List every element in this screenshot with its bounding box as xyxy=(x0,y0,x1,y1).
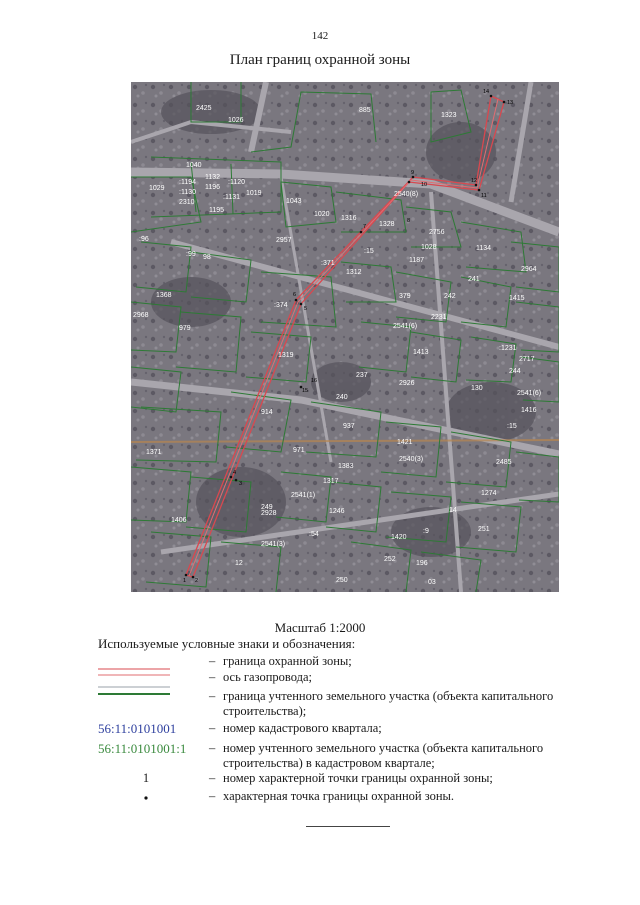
parcel-number-label: :96 xyxy=(139,236,149,243)
boundary-point-number: 9 xyxy=(411,170,415,176)
parcel-number-label: 1274 xyxy=(481,490,497,497)
parcel-number-label: 1040 xyxy=(186,162,202,169)
boundary-point-number: 4 xyxy=(233,470,237,476)
parcel-number-label: 250 xyxy=(336,577,348,584)
legend-desc: номер кадастрового квартала; xyxy=(223,721,382,735)
legend-desc: ось газопровода; xyxy=(223,670,313,684)
parcel-number-label: 1132 xyxy=(205,174,221,181)
parcel-number-label: 130 xyxy=(471,385,483,392)
document-title: План границ охранной зоны xyxy=(229,52,411,68)
parcel-number-label: 2540(8) xyxy=(394,191,419,198)
parcel-number-label: 1413 xyxy=(413,349,429,356)
parcel-number-label: 1312 xyxy=(346,269,362,276)
parcel-number-label: 1371 xyxy=(146,449,162,456)
boundary-point-number: 15 xyxy=(302,388,309,394)
parcel-number-label: 1043 xyxy=(286,198,302,205)
parcel-number-label: 2964 xyxy=(521,266,537,273)
legend-desc: номер характерной точки границы охранной зоны; xyxy=(223,771,493,785)
legend-dash: – xyxy=(209,721,216,735)
parcel-number-label: 1029 xyxy=(149,185,165,192)
parcel-number-label: 2756 xyxy=(429,229,445,236)
parcel-number-label: 1187 xyxy=(409,257,425,264)
parcel-number-label: 1316 xyxy=(341,215,357,222)
legend-dash: – xyxy=(209,654,216,668)
parcel-number-label: 1420 xyxy=(391,534,407,541)
parcel-number-label: 1421 xyxy=(397,439,413,446)
parcel-number-label: 244 xyxy=(509,368,521,375)
aerial-map xyxy=(131,82,559,592)
legend-heading: Используемые условные знаки и обозначения: xyxy=(98,636,356,651)
boundary-point-number: 1 xyxy=(183,578,187,584)
parcel-number-label: 240 xyxy=(336,394,348,401)
parcel-number-label: 2957 xyxy=(276,237,292,244)
parcel-number-label: 971 xyxy=(293,447,305,454)
boundary-point-number: 7 xyxy=(363,224,367,230)
parcel-number-label: 237 xyxy=(356,372,368,379)
boundary-point-number: 16 xyxy=(311,378,318,384)
parcel-number-label: 251 xyxy=(478,526,490,533)
parcel-number-label: 252 xyxy=(384,556,396,563)
parcel-number-label: 914 xyxy=(261,409,273,416)
boundary-point-number: 11 xyxy=(481,193,487,199)
parcel-number-label: 1019 xyxy=(246,190,262,197)
legend-dash: – xyxy=(209,771,216,785)
parcel-number-label: :15 xyxy=(364,248,374,255)
parcel-number-label: :15 xyxy=(507,423,517,430)
parcel-number-label: 1317 xyxy=(323,478,339,485)
parcel-number-label: 1368 xyxy=(156,292,172,299)
parcel-number-label: 937 xyxy=(343,423,355,430)
parcel-number-label: 98 xyxy=(203,254,211,261)
parcel-number-label: 242 xyxy=(444,293,456,300)
parcel-boundary-symbol xyxy=(98,685,202,699)
legend-dash: – xyxy=(209,689,216,703)
boundary-point-number: 12 xyxy=(471,178,478,184)
parcel-number-label: 2717 xyxy=(519,356,535,363)
boundary-point-number: 13 xyxy=(507,100,514,106)
parcel-number-label: :1231 xyxy=(499,345,517,352)
page-number: 142 xyxy=(311,30,329,42)
parcel-number-label: 249 xyxy=(261,504,273,511)
boundary-point-number: 14 xyxy=(483,89,490,95)
parcel-number-label: :1120 xyxy=(228,179,245,186)
footer-rule xyxy=(306,826,390,827)
legend-dash: – xyxy=(209,741,216,755)
parcel-number-label: 2928 xyxy=(261,510,277,517)
boundary-point-number: 6 xyxy=(293,292,297,298)
boundary-point-number: 5 xyxy=(304,306,308,312)
parcel-number-label: :1194 xyxy=(179,179,196,186)
legend-desc: номер учтенного земельного участка (объекта капитального строительства) в кадастровом квартале; xyxy=(223,741,544,770)
parcel-number-label: 1020 xyxy=(314,211,330,218)
parcel-number-label: 2485 xyxy=(496,459,512,466)
parcel-number-label: :9 xyxy=(423,528,429,535)
parcel-number-label: :1131 xyxy=(223,194,240,201)
parcel-number-label: 2231 xyxy=(431,314,447,321)
quarter-code-sample: 56:11:0101001 xyxy=(98,721,177,736)
map-canvas xyxy=(131,82,559,592)
parcel-number-label: 14 xyxy=(449,507,457,514)
parcel-number-label: 03 xyxy=(428,579,436,586)
parcel-number-label: 1319 xyxy=(278,352,294,359)
legend-desc: характерная точка границы охранной зоны. xyxy=(223,789,455,803)
zone-boundary-symbol xyxy=(98,666,202,678)
parcel-number-label: 1406 xyxy=(171,517,187,524)
parcel-number-label: 2541(6) xyxy=(517,390,542,397)
parcel-number-label: 241 xyxy=(468,276,480,283)
boundary-point-number: 10 xyxy=(421,182,428,188)
legend-desc: граница учтенного земельного участка (объекта капитального строительства); xyxy=(223,689,554,718)
parcel-number-label: 379 xyxy=(399,293,411,300)
boundary-point-number: 3 xyxy=(239,481,243,487)
parcel-number-label: 196 xyxy=(416,560,428,567)
parcel-number-label: 1196 xyxy=(205,184,221,191)
parcel-number-label: 1246 xyxy=(329,508,345,515)
parcel-number-label: 12 xyxy=(235,560,243,567)
parcel-number-label: 2425 xyxy=(196,105,212,112)
parcel-number-label: :99 xyxy=(186,251,196,258)
parcel-number-label: 2310 xyxy=(179,199,195,206)
parcel-number-label: 885 xyxy=(359,107,371,114)
parcel-number-label: 1195 xyxy=(209,207,225,214)
parcel-number-label: 1026 xyxy=(228,117,244,124)
parcel-number-label: 1134 xyxy=(476,245,492,252)
boundary-point-number: 8 xyxy=(407,218,411,224)
parcel-number-label: :1130 xyxy=(179,189,196,196)
parcel-number-label: 1415 xyxy=(509,295,525,302)
parcel-number-label: 2968 xyxy=(133,312,149,319)
map-scale: Масштаб 1:2000 xyxy=(274,620,366,635)
boundary-point-number: 2 xyxy=(195,578,199,584)
parcel-number-label: 2926 xyxy=(399,380,415,387)
parcel-number-label: 1328 xyxy=(379,221,395,228)
parcel-number-label: 2541(3) xyxy=(261,541,286,548)
point-number-sample: 1 xyxy=(142,771,150,785)
legend-dash: – xyxy=(209,670,216,684)
parcel-number-label: 2540(3) xyxy=(399,456,424,463)
legend-desc: граница охранной зоны; xyxy=(223,654,352,668)
parcel-number-label: :371 xyxy=(321,260,335,267)
parcel-number-label: :54 xyxy=(309,531,319,538)
legend-dash: – xyxy=(209,789,216,803)
boundary-point-symbol xyxy=(98,791,202,803)
parcel-code-sample: 56:11:0101001:1 xyxy=(98,741,187,756)
parcel-number-label: 1416 xyxy=(521,407,537,414)
parcel-number-label: 1028 xyxy=(421,244,437,251)
parcel-number-label: 1383 xyxy=(338,463,354,470)
parcel-number-label: :374 xyxy=(274,302,288,309)
parcel-number-label: 1323 xyxy=(441,112,457,119)
parcel-number-label: 2541(6) xyxy=(393,323,418,330)
parcel-number-label: 979 xyxy=(179,325,191,332)
parcel-number-label: 2541(1) xyxy=(291,492,316,499)
